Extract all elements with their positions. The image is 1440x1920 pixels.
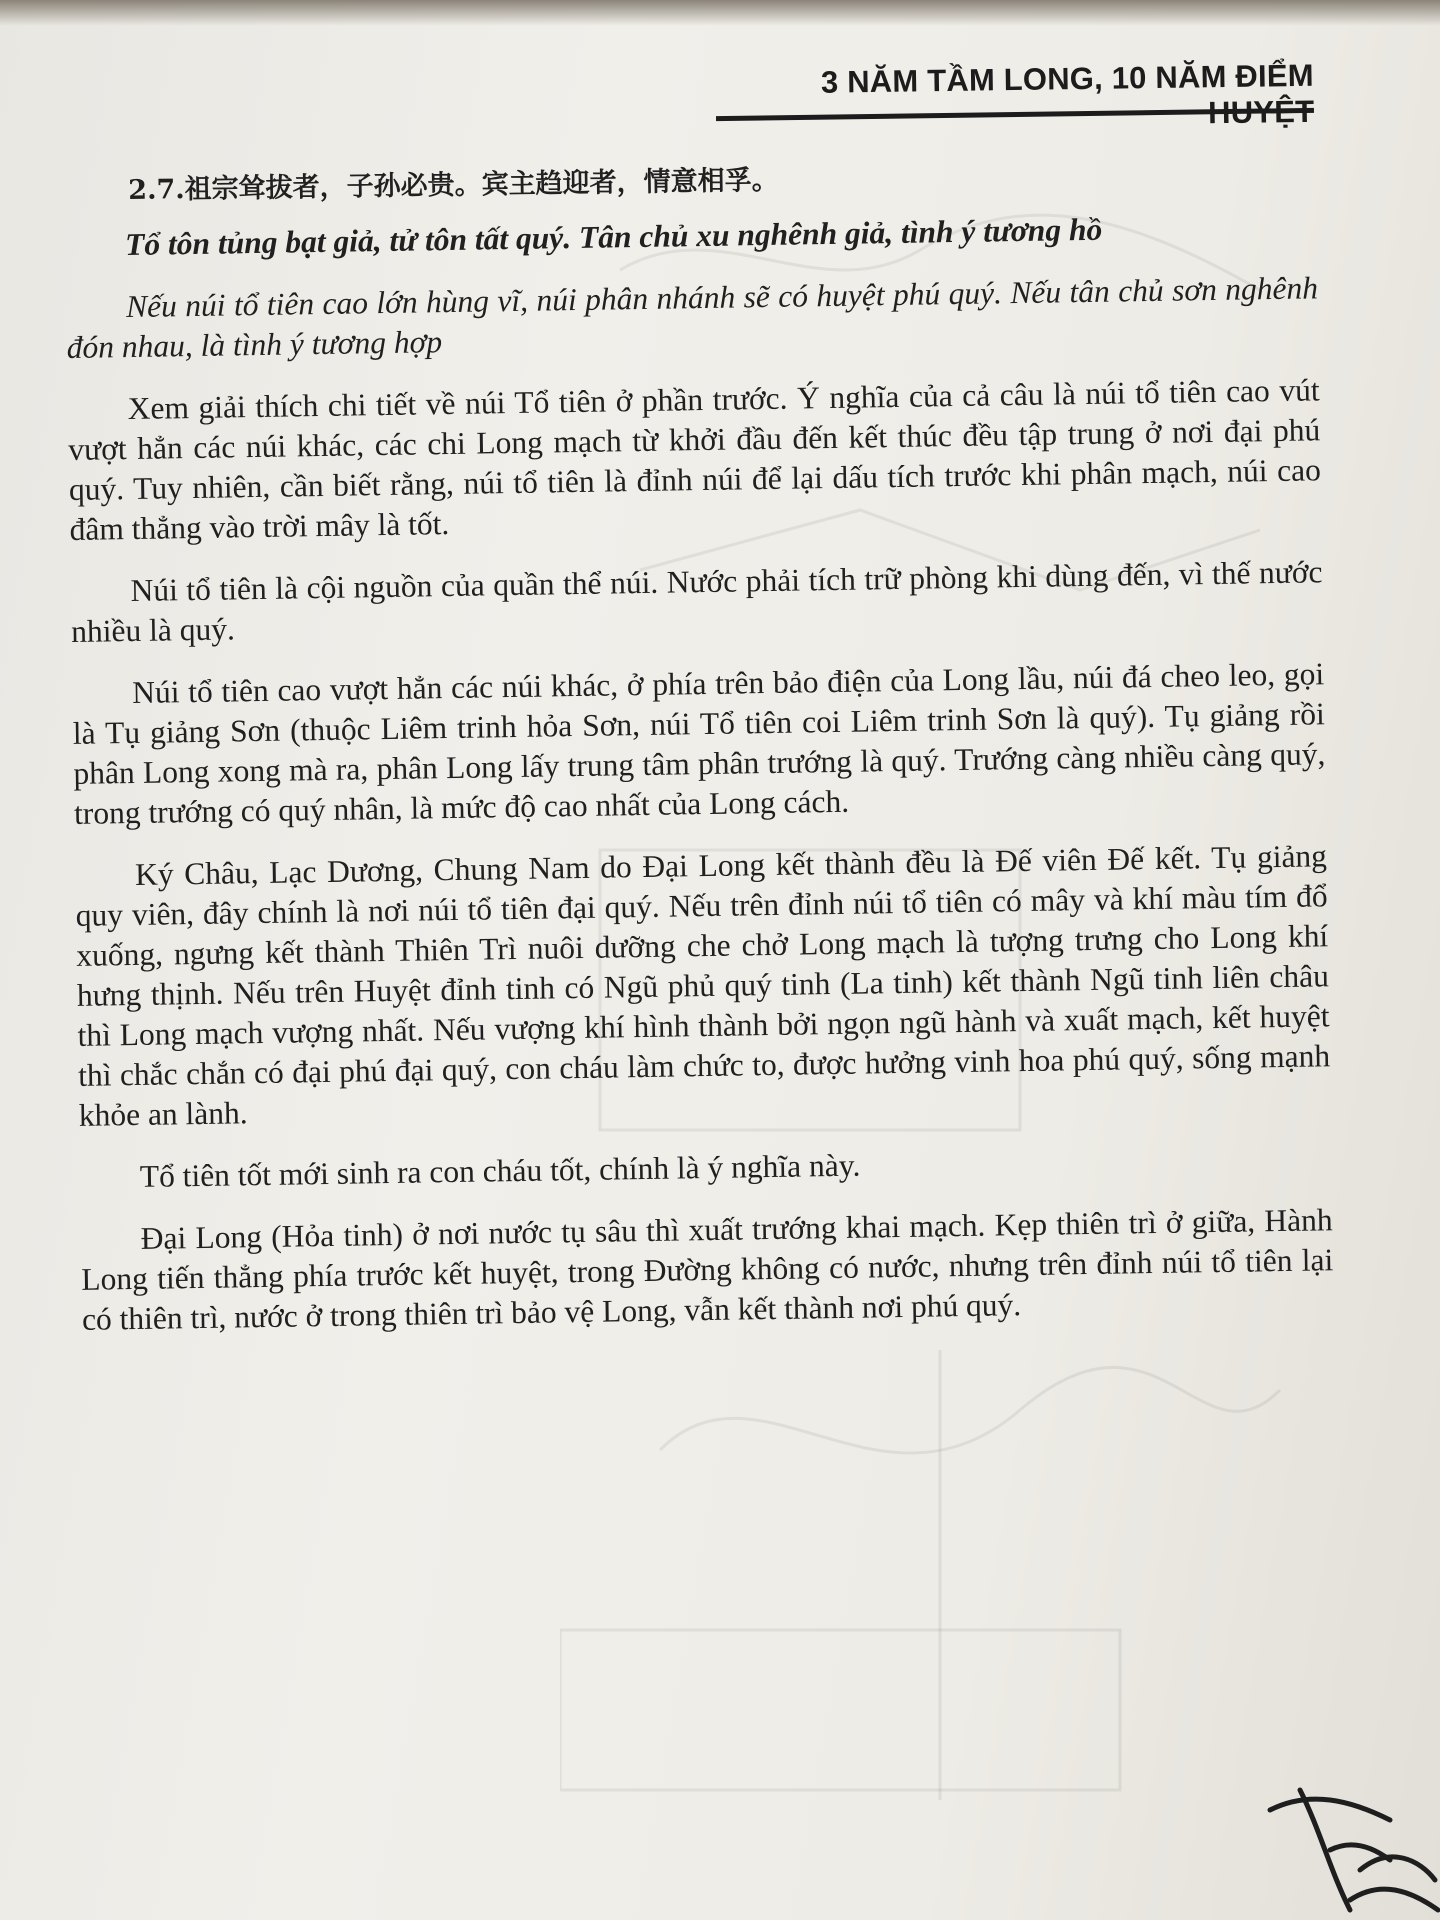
- transliteration: Tổ tôn tủng bạt giả, tử tôn tất quý. Tân chủ xu nghênh giả, tình ý tương hồ: [124, 211, 1103, 263]
- paragraph: Núi tổ tiên là cội nguồn của quần thể núi. Nước phải tích trữ phòng khi dùng đến, vì thế nước nhiều là quý.: [70, 554, 1323, 649]
- section-heading: 2.7.祖宗耸拔者，子孙必贵。宾主趋迎者，情意相孚。: [128, 164, 779, 206]
- paragraph: Núi tổ tiên cao vượt hẳn các núi khác, ở phía trên bảo điện của Long lầu, núi đá cheo leo, gọi là Tụ giảng Sơn (thuộc Liêm trinh hỏa Sơn, núi Tổ tiên coi Liêm trinh Sơn là quý). Tụ giảng rồi phân Long xong mà ra, phân Long lấy trung tâm phân trướng là quý. Trướng càng nhiều càng quý, trong trướng có quý nhân, là mức độ cao nhất của Long cách.: [72, 656, 1326, 831]
- paragraph: Ký Châu, Lạc Dương, Chung Nam do Đại Long kết thành đều là Đế viên Đế kết. Tụ giảng quy viên, đây chính là nơi núi tổ tiên đại quý. Nếu trên đỉnh núi tổ tiên có mây và khí màu tím đổ xuống, ngưng kết thành Thiên Trì nuôi dưỡng che chở Long mạch là tượng trưng cho Long khí hưng thịnh. Nếu trên Huyệt đỉnh tinh có Ngũ phủ quý tinh (La tinh) kết thành Ngũ tinh liên châu thì Long mạch vượng nhất. Nếu vượng khí hình thành bởi ngọn ngũ hành và xuất mạch, kết huyệt thì chắc chắn có đại phú đại quý, con cháu làm chức to, được hưởng vinh hoa phú quý, sống mạnh khỏe an lành.: [75, 838, 1331, 1133]
- paragraph: Tổ tiên tốt mới sinh ra con cháu tốt, chính là ý nghĩa này.: [139, 1147, 861, 1194]
- paragraph: Xem giải thích chi tiết về núi Tổ tiên ở phần trước. Ý nghĩa của cả câu là núi tổ tiên cao vút vượt hẳn các núi khác, các chi Long mạch từ khởi đầu đến kết thúc đều tập trung ở nơi đại phú quý. Tuy nhiên, cần biết rằng, núi tổ tiên là đỉnh núi để lại dấu tích trước khi phân mạch, núi cao đâm thẳng vào trời mây là tốt.: [68, 372, 1322, 547]
- page-body: [64, 152, 1335, 1362]
- paragraph: Đại Long (Hỏa tinh) ở nơi nước tụ sâu thì xuất trướng khai mạch. Kẹp thiên trì ở giữa, Hành Long tiến thẳng phía trước kết huyệt, trong Đường không có nước, nhưng trên đỉnh núi tổ tiên lại có thiên trì, nước ở trong thiên trì bảo vệ Long, vẫn kết thành nơi phú quý.: [81, 1202, 1334, 1337]
- page-top-shadow: [0, 0, 1440, 26]
- running-header-title: 3 NĂM TẦM LONG, 10 NĂM ĐIỂM HUYỆT: [820, 57, 1315, 131]
- running-header: [714, 57, 1315, 134]
- translation: Nếu núi tổ tiên cao lớn hùng vĩ, núi phân nhánh sẽ có huyệt phú quý. Nếu tân chủ sơn nghênh đón nhau, là tình ý tương hợp: [66, 270, 1319, 365]
- corner-ornament-icon: [1240, 1750, 1440, 1920]
